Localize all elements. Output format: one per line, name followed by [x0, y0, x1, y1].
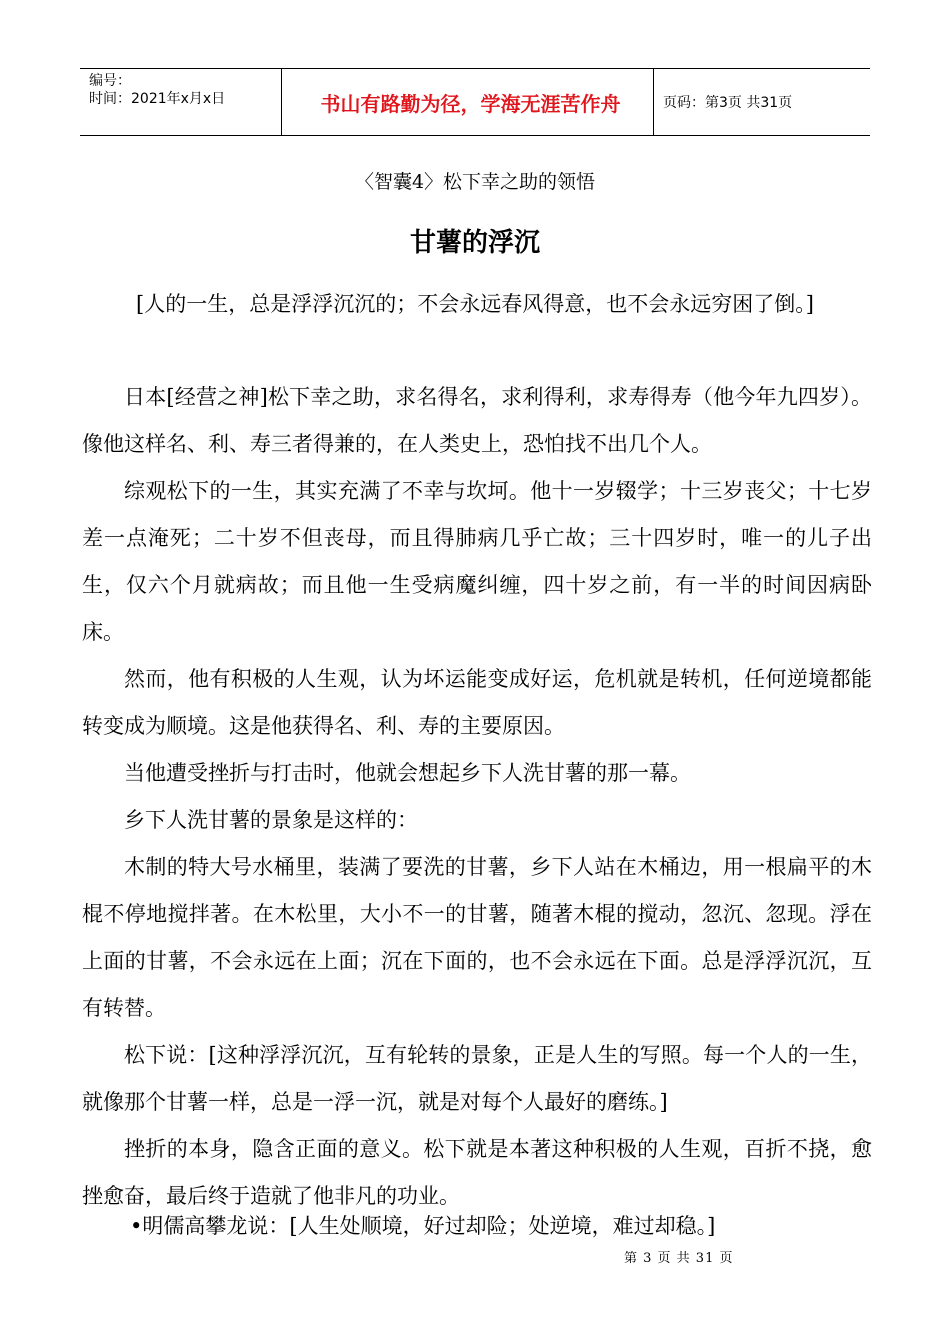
- paragraph: 综观松下的一生，其实充满了不幸与坎坷。他十一岁辍学；十三岁丧父；十七岁差一点淹死；二十岁不但丧母，而且得肺病几乎亡故；三十四岁时，唯一的儿子出生，仅六个月就病故；而且他一生受病魔纠缠，四十岁之前，有一半的时间因病卧床。: [82, 479, 872, 644]
- header-meta-cell: [80, 69, 282, 135]
- article-title: 甘薯的浮沉: [409, 228, 540, 258]
- paragraph: 木制的特大号水桶里，装满了要洗的甘薯，乡下人站在木桶边，用一根扁平的木棍不停地搅拌著。在木松里，大小不一的甘薯，随著木棍的搅动，忽沉、忽现。浮在上面的甘薯，不会永远在上面；沉在下面的，也不会永远在下面。总是浮浮沉沉，互有转替。: [82, 855, 872, 1020]
- source-line: 〈智囊4〉松下幸之助的领悟: [354, 171, 596, 193]
- page-footer: 第 3 页 共 31 页: [624, 1251, 734, 1266]
- paragraph: 松下说：[这种浮浮沉沉，互有轮转的景象，正是人生的写照。每一个人的一生，就像那个甘薯一样，总是一浮一沉，就是对每个人最好的磨练。]: [82, 1043, 872, 1114]
- paragraph: 乡下人洗甘薯的景象是这样的：: [124, 808, 418, 832]
- paragraph: 当他遭受挫折与打击时，他就会想起乡下人洗甘薯的那一幕。: [124, 761, 691, 785]
- header-motto-cell: [282, 69, 654, 135]
- article-body: [82, 374, 872, 1220]
- header-page-cell: [654, 69, 870, 135]
- header-table: [80, 68, 870, 136]
- motto-text: 书山有路勤为径，学海无涯苦作舟: [320, 91, 621, 116]
- number-label: 编号：: [89, 73, 131, 89]
- time-label: 时间：2021年x月x日: [89, 91, 226, 107]
- paragraph: 挫折的本身，隐含正面的意义。松下就是本著这种积极的人生观，百折不挠，愈挫愈奋，最后终于造就了他非凡的功业。: [82, 1137, 872, 1208]
- paragraph: 然而，他有积极的人生观，认为坏运能变成好运，危机就是转机，任何逆境都能转变成为顺境。这是他获得名、利、寿的主要原因。: [82, 667, 872, 738]
- page-info: 页码：第3页 共31页: [663, 95, 793, 111]
- bullet-quote: •明儒高攀龙说：[人生处顺境，好过却险；处逆境，难过却稳。]: [130, 1214, 716, 1238]
- paragraph: 日本[经营之神]松下幸之助，求名得名，求利得利，求寿得寿（他今年九四岁）。像他这样名、利、寿三者得兼的，在人类史上，恐怕找不出几个人。: [82, 385, 872, 456]
- epigraph-quote: [人的一生，总是浮浮沉沉的；不会永远春风得意，也不会永远穷困了倒。]: [136, 292, 814, 316]
